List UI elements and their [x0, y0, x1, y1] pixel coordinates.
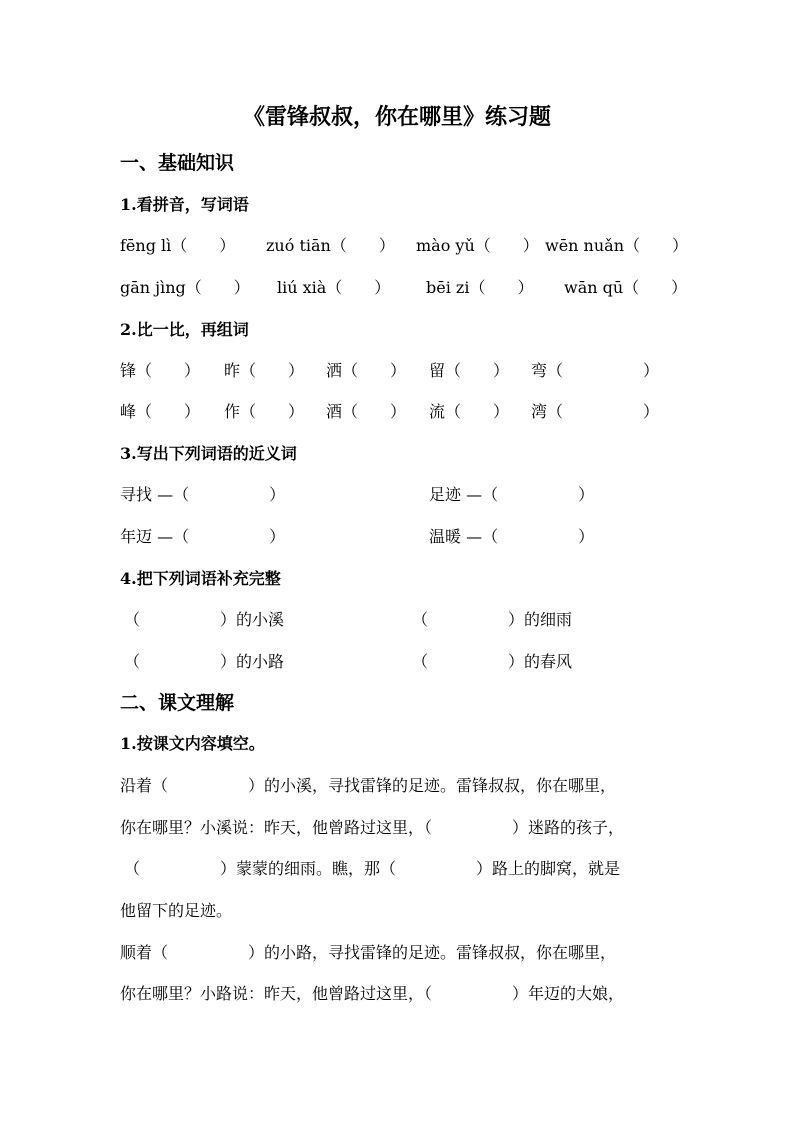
section-text-understanding-heading: 二、课文理解 [120, 692, 235, 714]
paragraph-line: 他留下的足迹。 [120, 901, 233, 920]
pinyin-item: gān jìng（ ） [120, 278, 250, 297]
pinyin-item: wēn nuǎn（ ） [545, 236, 689, 255]
compare-item: 湾（ ） [531, 402, 660, 421]
compare-item: 洒（ ） [326, 361, 407, 380]
pinyin-item: liú xià（ ） [277, 278, 391, 297]
synonym-item: 寻找 —（ ） [120, 485, 286, 504]
pinyin-item: bēi zi（ ） [426, 278, 534, 297]
synonym-item: 足迹 —（ ） [429, 485, 595, 504]
q1-pinyin-heading: 1.看拼音，写词语 [120, 195, 249, 214]
q4-complete-heading: 4.把下列词语补充完整 [120, 569, 281, 588]
q2-compare-heading: 2.比一比，再组词 [120, 320, 249, 339]
s2-q1-fill-heading: 1.按课文内容填空。 [120, 734, 265, 753]
pinyin-item: wān qū（ ） [564, 278, 688, 297]
compare-item: 昨（ ） [224, 361, 305, 380]
paragraph-line: （ ）蒙蒙的细雨。瞧，那（ ）路上的脚窝，就是 [124, 859, 621, 878]
paragraph-line: 沿着（ ）的小溪，寻找雷锋的足迹。雷锋叔叔，你在哪里， [120, 776, 617, 795]
compare-item: 留（ ） [429, 361, 510, 380]
compare-item: 峰（ ） [120, 402, 201, 421]
synonym-item: 温暖 —（ ） [429, 527, 595, 546]
section-basic-knowledge-heading: 一、基础知识 [120, 152, 235, 174]
phrase-item: （ ）的小路 [124, 652, 285, 671]
q3-synonym-heading: 3.写出下列词语的近义词 [120, 444, 297, 463]
compare-item: 酒（ ） [326, 402, 407, 421]
paragraph-line: 你在哪里？小溪说：昨天，他曾路过这里，（ ）迷路的孩子， [120, 818, 625, 837]
pinyin-item: fēng lì（ ） [120, 236, 236, 255]
paragraph-line: 你在哪里？小路说：昨天，他曾路过这里，（ ）年迈的大娘， [120, 984, 625, 1003]
phrase-item: （ ）的细雨 [412, 610, 573, 629]
page-title: 《雷锋叔叔，你在哪里》练习题 [242, 104, 551, 130]
pinyin-item: mào yǔ（ ） [416, 236, 539, 255]
paragraph-line: 顺着（ ）的小路，寻找雷锋的足迹。雷锋叔叔，你在哪里， [120, 943, 617, 962]
pinyin-item: zuó tiān（ ） [266, 236, 395, 255]
synonym-item: 年迈 —（ ） [120, 527, 286, 546]
compare-item: 流（ ） [429, 402, 510, 421]
compare-item: 锋（ ） [120, 361, 201, 380]
phrase-item: （ ）的小溪 [124, 610, 285, 629]
compare-item: 作（ ） [224, 402, 305, 421]
phrase-item: （ ）的春风 [412, 652, 573, 671]
compare-item: 弯（ ） [531, 361, 660, 380]
